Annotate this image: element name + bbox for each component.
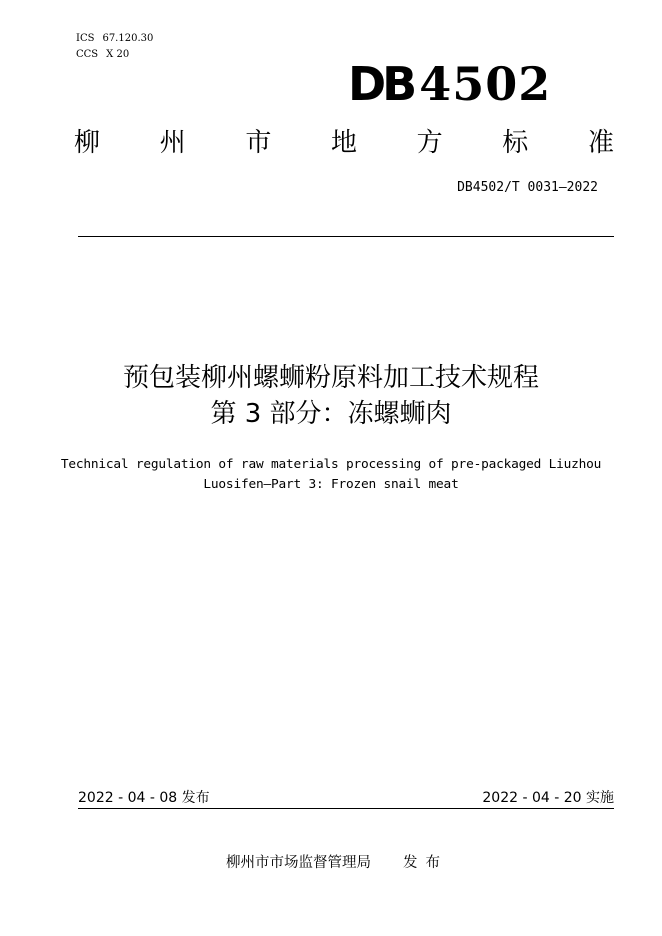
standard-type-char: 准 (587, 128, 614, 158)
ics-label: ICS (76, 33, 95, 44)
date-row (78, 788, 614, 808)
standard-type-char: 标 (502, 128, 529, 158)
standard-type-char: 地 (330, 128, 357, 158)
standard-type-char: 柳 (74, 128, 101, 158)
classification-codes (76, 31, 153, 63)
title-chinese-main: 预包装柳州螺蛳粉原料加工技术规程 (122, 363, 539, 393)
issuer-name: 柳州市市场监督管理局 (226, 855, 371, 871)
top-divider (78, 236, 614, 237)
ccs-label: CCS (76, 49, 99, 60)
implementation-date: 2022 - 04 - 20 实施 (482, 790, 614, 806)
standard-type-char: 方 (416, 128, 443, 158)
standard-code-prefix: DB (348, 57, 414, 111)
issuer (226, 853, 448, 873)
issuer-action: 发布 (403, 855, 448, 871)
ccs-value: X 20 (106, 49, 130, 60)
title-chinese-part: 第 3 部分：冻螺蛳肉 (210, 399, 452, 429)
ics-code (76, 31, 153, 47)
standard-type-heading (74, 126, 614, 160)
ics-value: 67.120.30 (102, 33, 154, 44)
bottom-divider (78, 808, 614, 809)
title-english-line2: Luosifen—Part 3: Frozen snail meat (203, 477, 459, 492)
ccs-code (76, 47, 153, 63)
standard-type-char: 市 (245, 128, 272, 158)
title-english-line1: Technical regulation of raw materials processing of pre-packaged Liuzhou (60, 457, 602, 472)
standard-type-char: 州 (159, 128, 186, 158)
standard-number: DB4502/T 0031—2022 (457, 180, 598, 195)
issue-date: 2022 - 04 - 08 发布 (78, 790, 210, 806)
standard-code-number: 4502 (419, 57, 552, 111)
standard-code-logo (348, 58, 551, 110)
